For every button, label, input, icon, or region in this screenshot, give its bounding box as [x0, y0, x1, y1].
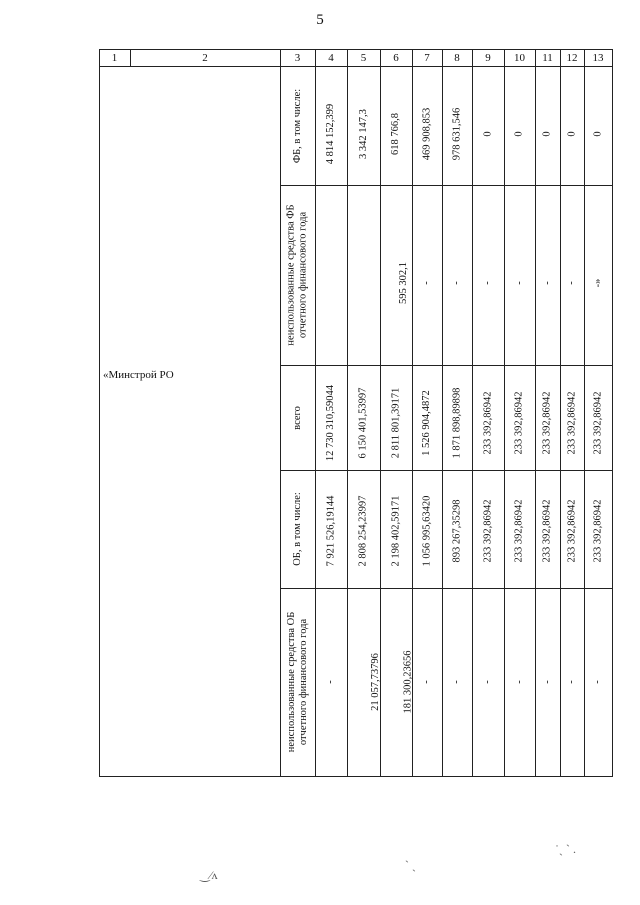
- unused-ob-value: 21 057,73796: [369, 653, 381, 711]
- column-number-2: 2: [202, 51, 208, 64]
- fb-value: 0: [482, 130, 494, 137]
- signature-mark: ‿⁄ʌ: [200, 868, 218, 882]
- column-rule: [504, 49, 505, 776]
- page-number: 5: [316, 12, 324, 28]
- column-number-8: 8: [454, 51, 460, 64]
- total-value: 233 392,86942: [541, 391, 553, 454]
- row-split-rule: [280, 470, 613, 471]
- fb-value: 3 342 147,3: [357, 108, 369, 159]
- column-rule: [280, 49, 281, 776]
- total-value: 233 392,86942: [482, 391, 493, 454]
- header-fb-total: ФБ, в том числе:: [291, 88, 303, 163]
- column-number-4: 4: [328, 51, 334, 64]
- unused-ob-value: -: [324, 680, 336, 684]
- ob-value: 7 921 526,19144: [324, 495, 336, 567]
- fb-value: 0: [513, 130, 525, 137]
- column-rule: [535, 49, 536, 776]
- column-rule: [99, 49, 100, 776]
- unused-ob-value: -: [541, 680, 553, 684]
- column-number-9: 9: [485, 51, 491, 64]
- ob-value: 233 392,86942: [482, 499, 493, 563]
- unused-fb-value: -: [541, 281, 553, 285]
- column-number-11: 11: [542, 51, 553, 64]
- ob-value: 893 267,35298: [451, 499, 462, 563]
- ob-value: 233 392,86942: [541, 499, 553, 563]
- unused-ob-value: -: [420, 680, 432, 684]
- ob-value: 2 198 402,59171: [389, 495, 401, 567]
- unused-fb-value: -: [565, 281, 577, 285]
- unused-fb-value: -: [513, 281, 525, 285]
- total-value: 1 871 898,89898: [450, 387, 462, 458]
- column-rule: [315, 49, 316, 776]
- total-value: 233 392,86942: [513, 391, 525, 454]
- header-unused-ob: неиспользованные средства ОБ отчетного финансового года: [285, 611, 309, 753]
- total-value: 12 730 310,59044: [325, 384, 337, 461]
- column-rule: [472, 49, 473, 776]
- fb-value: 0: [541, 130, 553, 137]
- ob-value: 233 392,86942: [513, 499, 525, 563]
- total-value: 6 150 401,53997: [357, 387, 369, 458]
- column-number-7: 7: [424, 51, 430, 64]
- header-unused-fb: неиспользованные средства ФБ отчетного финансового года: [285, 204, 309, 346]
- block-separator-rule: [280, 365, 613, 366]
- unused-fb-value: -: [450, 281, 462, 285]
- unused-ob-value: 181 300,23656: [402, 650, 413, 714]
- organization-label: «Минстрой РО: [103, 369, 174, 381]
- ob-value: 2 808 254,23997: [357, 495, 369, 567]
- header-total: всего: [291, 405, 303, 430]
- fb-value: 0: [566, 130, 578, 137]
- unused-fb-value: 595 302,1: [398, 262, 409, 304]
- unused-ob-value: -: [513, 680, 525, 684]
- column-number-3: 3: [294, 51, 301, 64]
- table-bottom-rule: [99, 776, 613, 777]
- fb-value: 469 908,853: [420, 107, 432, 160]
- unused-ob-value: -: [481, 680, 493, 684]
- unused-ob-value: -: [450, 680, 462, 684]
- column-rule: [560, 49, 561, 776]
- total-value: 233 392,86942: [566, 391, 577, 454]
- scan-mark-2: ˙ˎ ˋ .: [555, 842, 576, 856]
- ob-value: 1 056 995,63420: [420, 495, 432, 567]
- fb-value: 978 631,546: [450, 107, 462, 160]
- total-value: 233 392,86942: [592, 391, 603, 454]
- ob-value: 233 392,86942: [566, 499, 577, 563]
- unused-fb-value: -: [420, 281, 432, 285]
- fb-value: 4 814 152,399: [325, 103, 337, 164]
- unused-ob-value: -: [591, 680, 603, 684]
- unused-ob-value: -: [565, 680, 577, 684]
- column-rule: [612, 49, 613, 776]
- column-number-6: 6: [393, 51, 399, 64]
- column-number-10: 10: [514, 51, 525, 64]
- row-split-rule: [280, 588, 613, 589]
- fb-value: 618 766,8: [390, 112, 401, 155]
- total-value: 2 811 801,39171: [389, 387, 401, 458]
- scan-mark: ` ˎ: [405, 858, 416, 872]
- column-rule: [347, 49, 348, 776]
- unused-fb-value: -»: [591, 278, 603, 288]
- column-rule: [584, 49, 585, 776]
- column-rule: [442, 49, 443, 776]
- column-number-5: 5: [360, 51, 367, 64]
- fb-value: 0: [592, 130, 604, 137]
- column-number-12: 12: [566, 51, 578, 64]
- unused-fb-value: -: [481, 281, 493, 285]
- header-ob-total: ОБ, в том числе:: [291, 492, 303, 566]
- row-split-rule: [280, 185, 613, 186]
- column-number-13: 13: [592, 51, 604, 64]
- total-value: 1 526 904,4872: [420, 389, 432, 456]
- ob-value: 233 392,86942: [592, 499, 603, 563]
- column-number-1: 1: [111, 51, 118, 64]
